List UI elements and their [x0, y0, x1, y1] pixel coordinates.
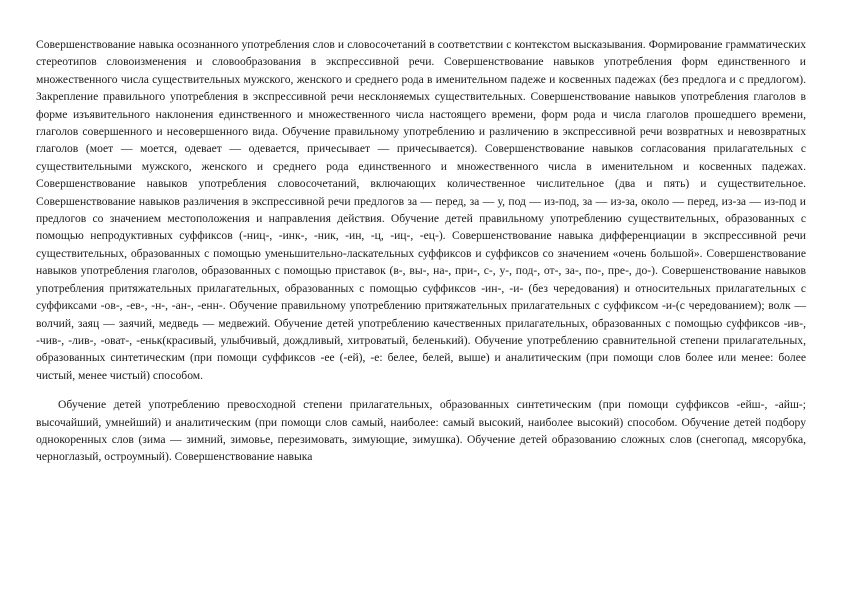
paragraph-1: Совершенствование навыка осознанного употребления слов и словосочетаний в соответствии с контекстом высказывания. Формирование грамматических стереотипов словоизменения и словообразования в экспрессивной речи. Совершенствование навыков употребления форм единственного и множественного числа существительных мужского, женского и среднего рода в именительном падеже и косвенных падежах (без предлога и с предлогом). Закрепление правильного употребления в экспрессивной речи несклоняемых существительных. Совершенствование навыков употребления глаголов в форме изъявительного наклонения единственного и множественного числа настоящего времени, форм рода и числа глаголов прошедшего времени, глаголов совершенного и несовершенного вида. Обучение правильному употреблению и различению в экспрессивной речи возвратных и невозвратных глаголов (моет — моется, одевает — одевается, причесывает — причесывается). Совершенствование навыков согласования прилагательных с существительными мужского, женского и среднего рода единственного и множественного числа в именительном и косвенных падежах. Совершенствование навыков употребления словосочетаний, включающих количественное числительное (два и пять) и существительное. Совершенствование навыков различения в экспрессивной речи предлогов за — перед, за — у, под — из-под, за — из-за, около — перед, из-за — из-под и предлогов со значением местоположения и направления действия. Обучение детей правильному употреблению существительных, образованных с помощью непродуктивных суффиксов (-ниц-, -инк-, -ник, -ин, -ц, -иц-, -ец-). Совершенствование навыка дифференциации в экспрессивной речи существительных, образованных с помощью уменьшительно-ласкательных суффиксов и суффиксов со значением «очень большой». Совершенствование навыков употребления глаголов, образованных с помощью приставок (в-, вы-, на-, при-, с-, у-, под-, от-, за-, по-, пре-, до-). Совершенствование навыков употребления притяжательных прилагательных, образованных с помощью суффиксов -ин-, -и- (без чередования) и относительных прилагательных с суффиксами -ов-, -ев-, -н-, -ан-, -енн-. Обучение правильному употреблению притяжательных прилагательных с суффиксом -и-(с чередованием); волк — волчий, заяц — заячий, медведь — медвежий. Обучение детей употреблению качественных прилагательных, образованных с помощью суффиксов -ив-, -чив-, -лив-, -оват-, -еньк(красивый, улыбчивый, дождливый, хитроватый, беленький). Обучение употреблению сравнительной степени прилагательных, образованных синтетическим (при помощи суффиксов -ее (-ей), -е: белее, белей, выше) и аналитическим (при помощи слов более или менее: более чистый, менее чистый) способом. [36, 38, 806, 382]
document-page [36, 36, 806, 466]
paragraph-2: Обучение детей употреблению превосходной степени прилагательных, образованных синтетическим (при помощи суффиксов -ейш-, -айш-; высочайший, умнейший) и аналитическим (при помощи слов самый, наиболее: самый высокий, наиболее высокий) способом. Обучение детей подбору однокоренных слов (зима — зимний, зимовье, перезимовать, зимующие, зимушка). Обучение детей образованию сложных слов (снегопад, мясорубка, черноглазый, остроумный). Совершенствование навыка [36, 398, 806, 464]
